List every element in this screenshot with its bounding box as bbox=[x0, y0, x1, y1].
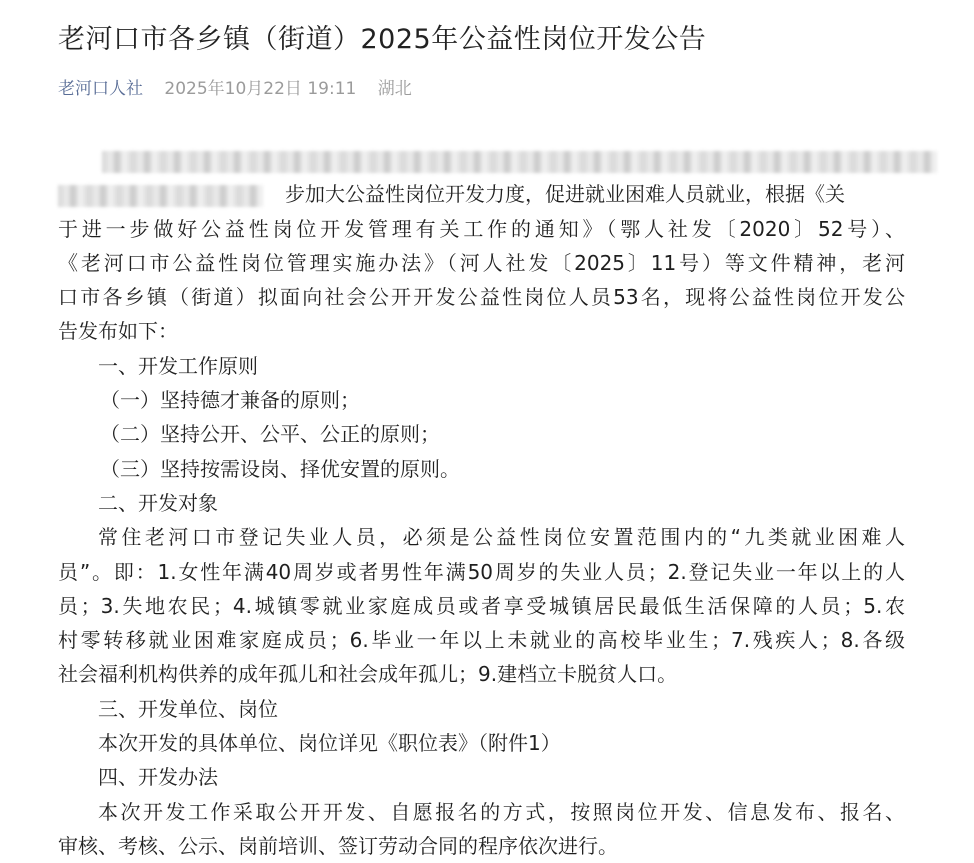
section-heading: 四、开发办法 bbox=[98, 765, 218, 790]
principle-item: （二）坚持公开、公平、公正的原则； bbox=[100, 422, 440, 447]
section-heading: 二、开发对象 bbox=[98, 490, 218, 515]
body-line bbox=[58, 177, 908, 211]
principle-item: （三）坚持按需设岗、择优安置的原则。 bbox=[100, 456, 460, 481]
author-link[interactable]: 老河口人社 bbox=[58, 79, 143, 99]
redacted-line bbox=[58, 143, 908, 177]
body-line: 《老河口市公益性岗位管理实施办法》（河人社发〔2025〕11号）等文件精神，老河 bbox=[58, 250, 905, 275]
redacted-text bbox=[58, 185, 263, 207]
publish-location: 湖北 bbox=[377, 79, 412, 99]
body-line: 告发布如下： bbox=[58, 319, 178, 344]
body-line: 常住老河口市登记失业人员，必须是公益性岗位安置范围内的“九类就业困难人 bbox=[98, 525, 905, 550]
body-line: 本次开发的具体单位、岗位详见《职位表》（附件1） bbox=[98, 731, 561, 756]
body-line: 员；3.失地农民；4.城镇零就业家庭成员或者享受城镇居民最低生活保障的人员；5.农 bbox=[58, 593, 905, 618]
section-heading: 三、开发单位、岗位 bbox=[98, 696, 278, 721]
publish-date: 2025年10月22日 19:11 bbox=[164, 79, 357, 99]
redacted-text bbox=[102, 151, 937, 173]
body-line: 员”。即：1.女性年满40周岁或者男性年满50周岁的失业人员；2.登记失业一年以上的人 bbox=[58, 559, 905, 584]
body-line: 于进一步做好公益性岗位开发管理有关工作的通知》（鄂人社发〔2020〕52号）、 bbox=[58, 216, 905, 241]
article-body bbox=[58, 143, 908, 863]
body-line: 审核、考核、公示、岗前培训、签订劳动合同的程序依次进行。 bbox=[58, 833, 618, 858]
section-heading: 一、开发工作原则 bbox=[98, 353, 258, 378]
body-line: 村零转移就业困难家庭成员；6.毕业一年以上未就业的高校毕业生；7.残疾人；8.各级 bbox=[58, 628, 905, 653]
body-line-text: 步加大公益性岗位开发力度，促进就业困难人员就业，根据《关 bbox=[285, 182, 845, 207]
principle-item: （一）坚持德才兼备的原则； bbox=[100, 388, 360, 413]
body-line: 本次开发工作采取公开开发、自愿报名的方式，按照岗位开发、信息发布、报名、 bbox=[98, 799, 905, 824]
article-meta bbox=[58, 76, 412, 102]
body-line: 口市各乡镇（街道）拟面向社会公开开发公益性岗位人员53名，现将公益性岗位开发公 bbox=[58, 285, 905, 310]
article-title: 老河口市各乡镇（街道）2025年公益性岗位开发公告 bbox=[58, 24, 707, 55]
body-line: 社会福利机构供养的成年孤儿和社会成年孤儿；9.建档立卡脱贫人口。 bbox=[58, 662, 678, 687]
